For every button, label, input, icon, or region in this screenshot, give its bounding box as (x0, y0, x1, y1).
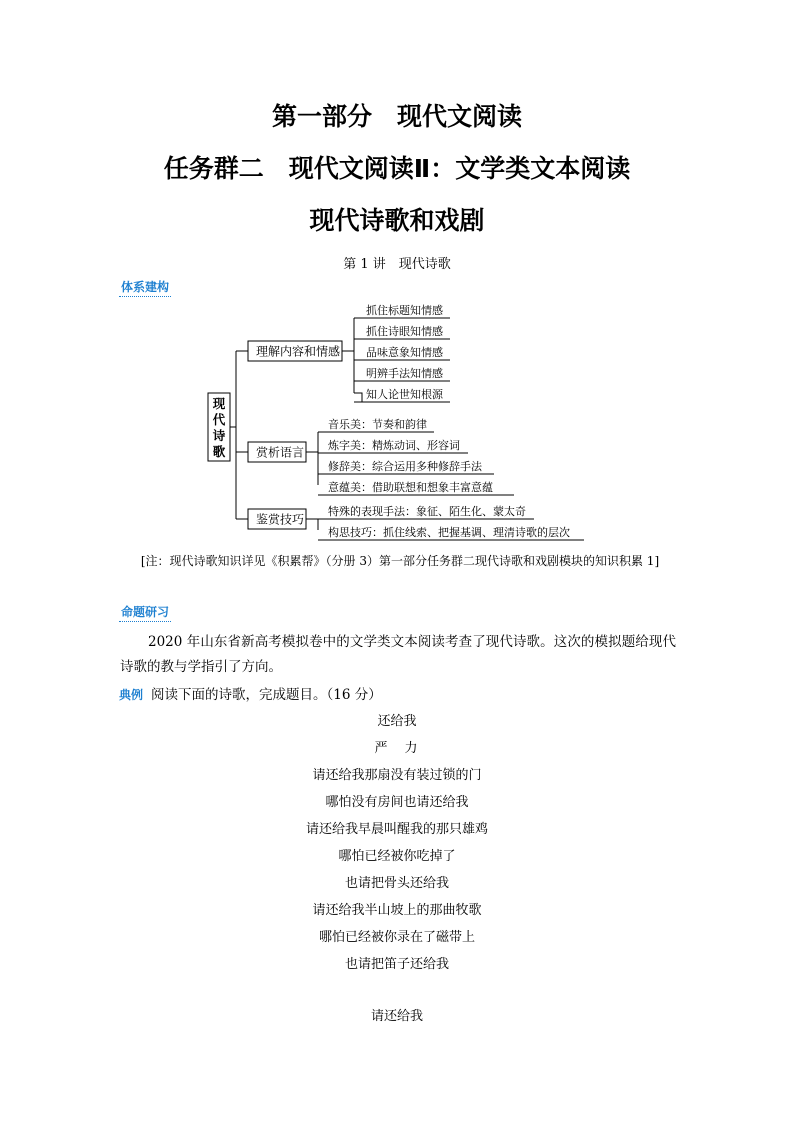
root-char-4: 歌 (212, 444, 226, 459)
poem-line: 请还给我早晨叫醒我的那只雄鸡 (305, 822, 488, 837)
poem-line: 哪怕已经被你录在了磁带上 (318, 930, 475, 945)
leaf-1-5: 知人论世知根源 (366, 388, 443, 401)
root-char-3: 诗 (212, 428, 226, 443)
poem-line: 请还给我 (370, 1009, 423, 1024)
note-text: [注：现代诗歌知识详见《积累帮》（分册 3）第一部分任务群二现代诗歌和戏剧模块的知识积累 1] (140, 554, 660, 568)
leaf-1-3: 品味意象知情感 (366, 346, 443, 359)
part-title: 第一部分 现代文阅读 (271, 102, 522, 131)
poem-author: 严 力 (374, 741, 420, 756)
branch-label-1: 理解内容和情感 (256, 344, 341, 359)
branch-label-2: 赏析语言 (256, 445, 305, 460)
branch-label-3: 鉴赏技巧 (256, 512, 305, 527)
intro-paragraph: 2020 年山东省新高考模拟卷中的文学类文本阅读考查了现代诗歌。这次的模拟题给现代诗歌的教与学指引了方向。 (120, 634, 676, 675)
leaf-3-2: 构思技巧：抓住线索、把握基调、理清诗歌的层次 (328, 526, 570, 539)
leaf-2-1: 音乐美：节奏和韵律 (328, 418, 427, 431)
leaf-1-4: 明辨手法知情感 (366, 367, 443, 380)
example-prompt: 阅读下面的诗歌，完成题目。（16 分） (151, 687, 382, 703)
leaf-2-2: 炼字美：精炼动词、形容词 (328, 439, 460, 452)
poem-title: 还给我 (377, 714, 417, 729)
leaf-1-2: 抓住诗眼知情感 (366, 325, 443, 338)
example-tag: 典例 (119, 688, 144, 702)
leaf-2-3: 修辞美：综合运用多种修辞手法 (328, 460, 482, 473)
mind-map (0, 0, 794, 560)
root-char-2: 代 (212, 412, 226, 427)
example-row (119, 683, 382, 703)
subject-title: 现代诗歌和戏剧 (309, 206, 485, 235)
leaf-1-1: 抓住标题知情感 (366, 304, 443, 317)
research-tag: 命题研习 (119, 604, 171, 622)
leaf-3-1: 特殊的表现手法：象征、陌生化、蒙太奇 (328, 505, 526, 518)
poem-line: 也请把骨头还给我 (344, 876, 449, 891)
poem-line: 哪怕已经被你吃掉了 (338, 849, 456, 864)
group-title: 任务群二 现代文阅读Ⅱ：文学类文本阅读 (163, 154, 631, 183)
system-tag: 体系建构 (119, 279, 171, 297)
poem-line: 哪怕没有房间也请还给我 (325, 795, 469, 810)
poem-line: 也请把笛子还给我 (344, 957, 449, 972)
root-char-1: 现 (212, 396, 226, 411)
lecture-title: 第 1 讲 现代诗歌 (343, 257, 451, 272)
poem-line: 请还给我那扇没有装过锁的门 (312, 768, 482, 783)
leaf-2-4: 意蕴美：借助联想和想象丰富意蕴 (328, 481, 493, 494)
poem-line: 请还给我半山坡上的那曲牧歌 (312, 903, 482, 918)
